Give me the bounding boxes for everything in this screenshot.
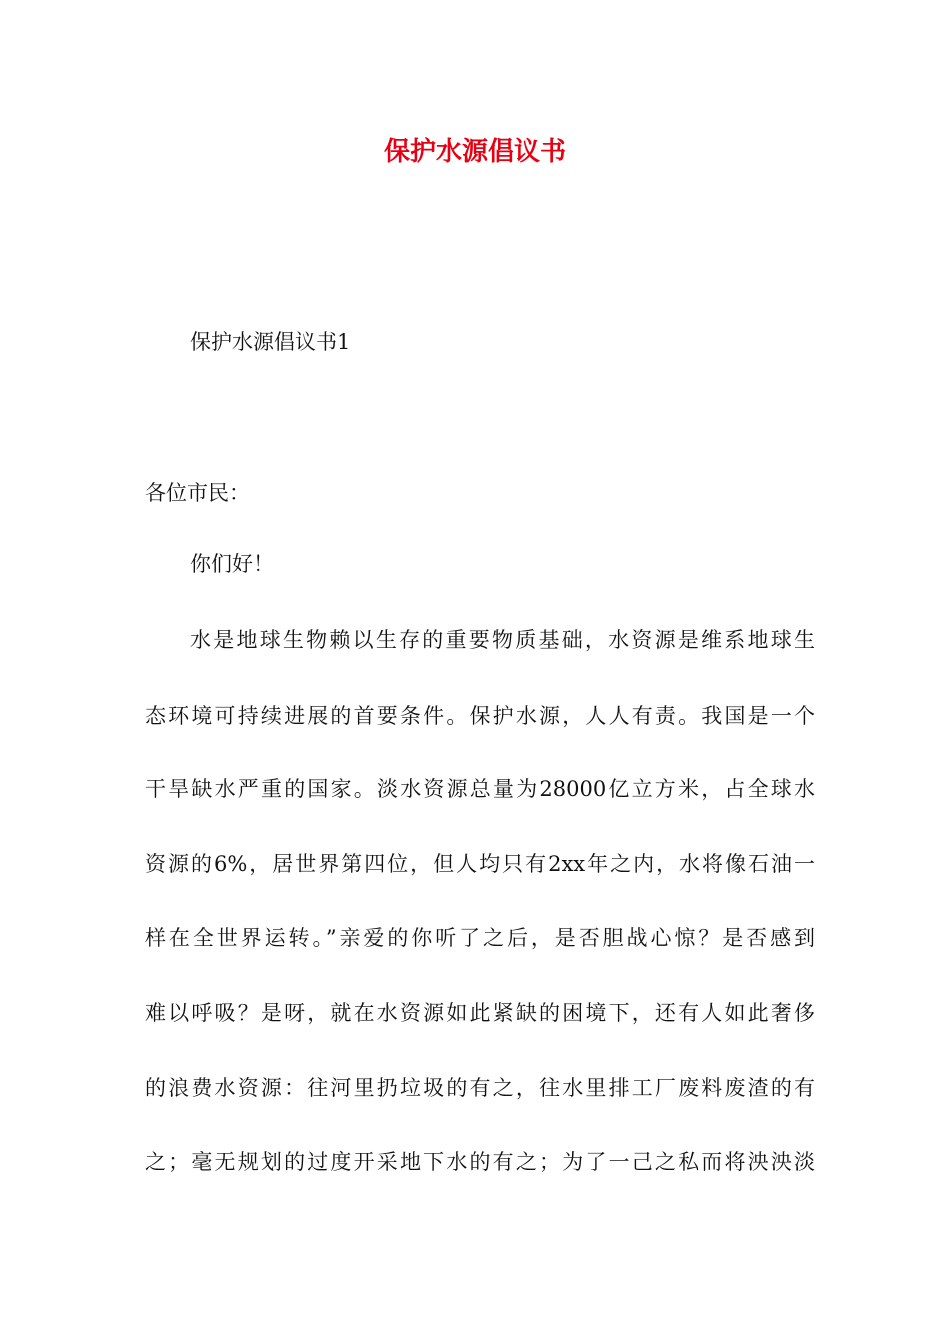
body-line: 之；毫无规划的过度开采地下水的有之；为了一己之私而将泱泱淡	[145, 1150, 815, 1174]
body-line: 样在全世界运转。”亲爱的你听了之后，是否胆战心惊？是否感到	[145, 926, 815, 950]
document-title: 保护水源倡议书	[383, 137, 566, 167]
body-line: 资源的6%，居世界第四位，但人均只有2xx年之内，水将像石油一	[145, 852, 815, 876]
body-line: 的浪费水资源：往河里扔垃圾的有之，往水里排工厂废料废渣的有	[145, 1076, 815, 1100]
salutation: 各位市民：	[145, 481, 250, 505]
body-line: 态环境可持续进展的首要条件。保护水源，人人有责。我国是一个	[145, 704, 815, 728]
section-heading: 保护水源倡议书1	[190, 330, 351, 354]
body-line: 难以呼吸？是呀，就在水资源如此紧缺的困境下，还有人如此奢侈	[145, 1001, 815, 1025]
greeting: 你们好！	[190, 552, 274, 576]
body-line: 干旱缺水严重的国家。淡水资源总量为28000亿立方米，占全球水	[145, 777, 815, 801]
body-line: 水是地球生物赖以生存的重要物质基础，水资源是维系地球生	[190, 628, 815, 652]
